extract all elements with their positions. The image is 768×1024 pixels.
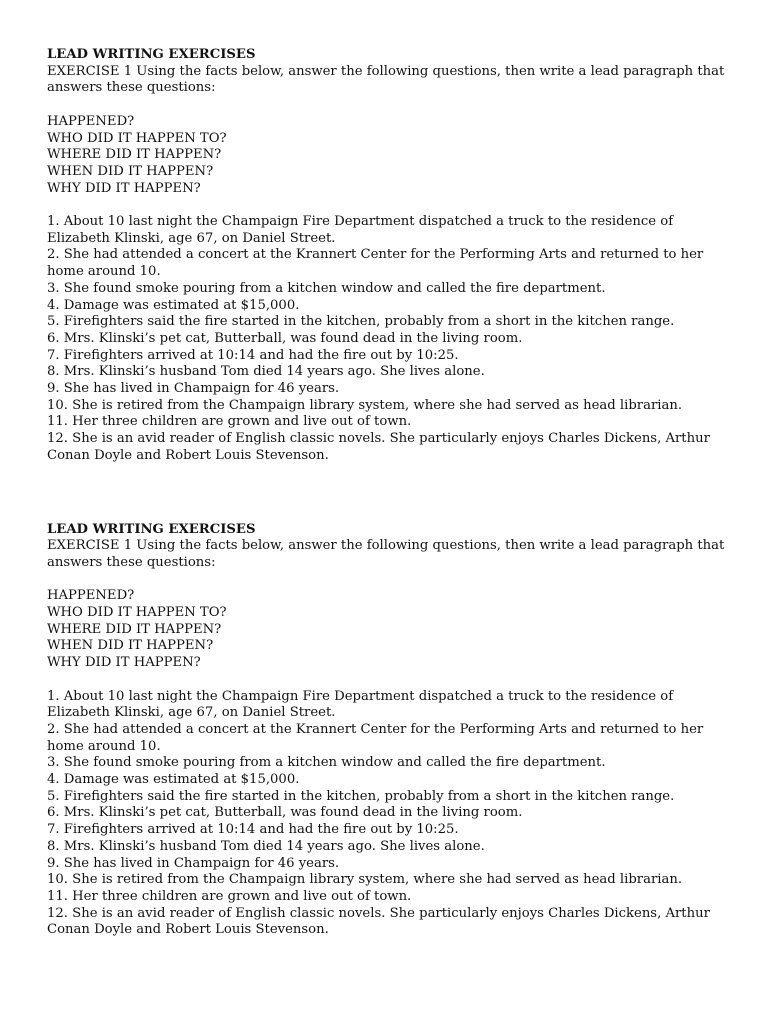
question-list xyxy=(47,588,737,672)
question-item: HAPPENED? xyxy=(47,588,135,604)
fact-item: 5. Firefighters said the fire started in the kitchen, probably from a short in the kitchen range. xyxy=(47,314,675,330)
exercise-title: LEAD WRITING EXERCISES xyxy=(47,521,256,537)
question-item: WHEN DID IT HAPPEN? xyxy=(47,163,214,179)
question-item: WHO DID IT HAPPEN TO? xyxy=(47,605,227,621)
fact-item: 4. Damage was estimated at $15,000. xyxy=(47,297,300,313)
fact-list xyxy=(47,214,737,465)
question-item: WHEN DID IT HAPPEN? xyxy=(47,638,214,654)
fact-item: 4. Damage was estimated at $15,000. xyxy=(47,772,300,788)
exercise-block xyxy=(47,47,737,465)
fact-item: 9. She has lived in Champaign for 46 years. xyxy=(47,855,340,871)
fact-item: 1. About 10 last night the Champaign Fire Department dispatched a truck to the residence of Elizabeth Klinski, age 67, on Daniel Street. xyxy=(47,214,674,246)
fact-item: 5. Firefighters said the fire started in the kitchen, probably from a short in the kitchen range. xyxy=(47,788,675,804)
fact-item: 8. Mrs. Klinski’s husband Tom died 14 years ago. She lives alone. xyxy=(47,838,485,854)
fact-item: 11. Her three children are grown and live out of town. xyxy=(47,414,412,430)
fact-item: 6. Mrs. Klinski’s pet cat, Butterball, was found dead in the living room. xyxy=(47,330,523,346)
exercise-block xyxy=(47,522,737,940)
question-item: WHERE DID IT HAPPEN? xyxy=(47,621,222,637)
spacer xyxy=(47,572,737,589)
fact-item: 2. She had attended a concert at the Krannert Center for the Performing Arts and returned to her home around 10. xyxy=(47,247,704,280)
fact-list xyxy=(47,689,737,940)
fact-item: 7. Firefighters arrived at 10:14 and had the fire out by 10:25. xyxy=(47,822,459,838)
spacer xyxy=(47,672,737,689)
fact-item: 3. She found smoke pouring from a kitchen window and called the fire department. xyxy=(47,755,606,771)
fact-item: 6. Mrs. Klinski’s pet cat, Butterball, was found dead in the living room. xyxy=(47,805,523,821)
fact-item: 2. She had attended a concert at the Krannert Center for the Performing Arts and returned to her home around 10. xyxy=(47,721,704,754)
exercise-intro: EXERCISE 1 Using the facts below, answer the following questions, then write a lead paragraph that answers these questions: xyxy=(47,538,725,570)
spacer xyxy=(47,97,737,114)
fact-item: 11. Her three children are grown and live out of town. xyxy=(47,888,412,904)
fact-item: 12. She is an avid reader of English classic novels. She particularly enjoys Charles Dickens, Arthur Conan Doyle and Robert Louis Stevenson. xyxy=(47,905,710,938)
question-item: HAPPENED? xyxy=(47,113,135,129)
exercise-title: LEAD WRITING EXERCISES xyxy=(47,47,256,62)
fact-item: 9. She has lived in Champaign for 46 years. xyxy=(47,381,340,397)
fact-item: 12. She is an avid reader of English classic novels. She particularly enjoys Charles Dickens, Arthur Conan Doyle and Robert Louis Stevenson. xyxy=(47,431,710,463)
question-item: WHO DID IT HAPPEN TO? xyxy=(47,130,227,146)
fact-item: 3. She found smoke pouring from a kitchen window and called the fire department. xyxy=(47,280,606,296)
question-item: WHERE DID IT HAPPEN? xyxy=(47,147,222,163)
question-item: WHY DID IT HAPPEN? xyxy=(47,180,201,196)
fact-item: 7. Firefighters arrived at 10:14 and had the fire out by 10:25. xyxy=(47,347,459,363)
fact-item: 1. About 10 last night the Champaign Fire Department dispatched a truck to the residence of Elizabeth Klinski, age 67, on Daniel Street. xyxy=(47,688,674,721)
fact-item: 10. She is retired from the Champaign library system, where she had served as head librarian. xyxy=(47,397,683,413)
spacer xyxy=(47,197,737,214)
question-item: WHY DID IT HAPPEN? xyxy=(47,655,201,671)
document-page xyxy=(47,47,737,939)
fact-item: 8. Mrs. Klinski’s husband Tom died 14 years ago. She lives alone. xyxy=(47,364,485,380)
question-list xyxy=(47,114,737,198)
fact-item: 10. She is retired from the Champaign library system, where she had served as head librarian. xyxy=(47,872,683,888)
exercise-intro: EXERCISE 1 Using the facts below, answer the following questions, then write a lead paragraph that answers these questions: xyxy=(47,63,725,96)
